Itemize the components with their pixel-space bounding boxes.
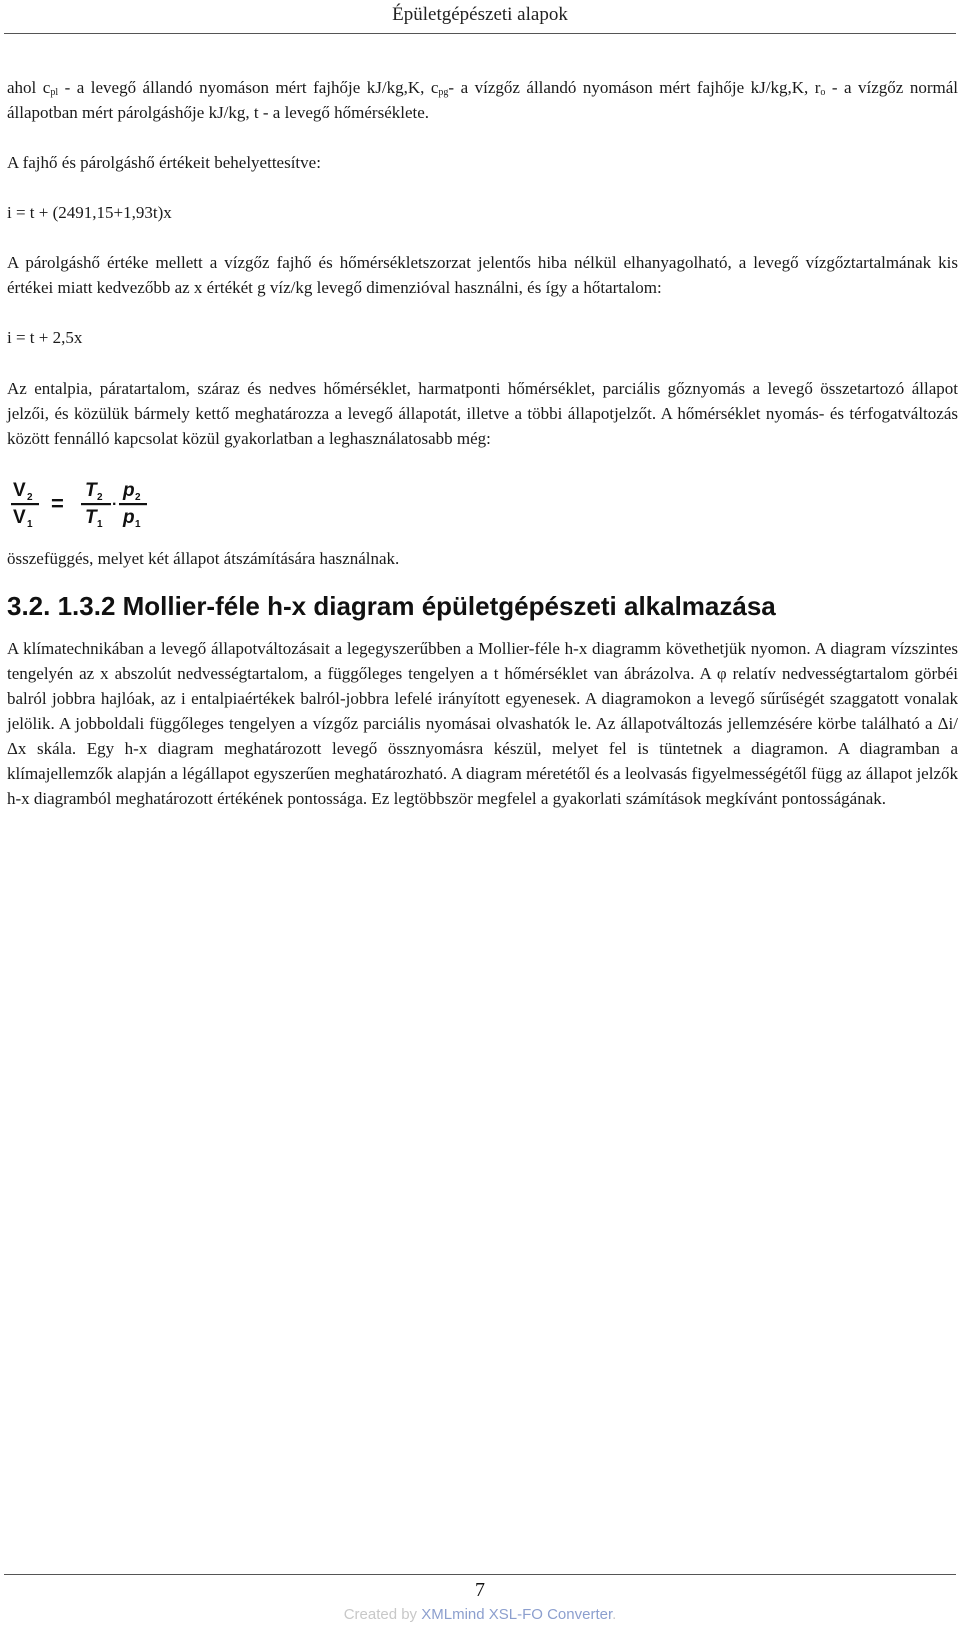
equation-fraction-bar xyxy=(81,503,111,505)
gas-law-equation-figure xyxy=(7,473,958,533)
equation-subscript: 2 xyxy=(97,492,103,503)
subscript: pl xyxy=(50,87,59,98)
section-heading: 3.2. 1.3.2 Mollier-féle h-x diagram épületgépészeti alkalmazása xyxy=(7,591,776,621)
paragraph-substitution: A fajhő és párolgáshő értékeit behelyettesítve: xyxy=(7,153,321,172)
equation-fraction-bar xyxy=(119,503,147,505)
equation-lhs-denominator: V xyxy=(13,507,26,528)
subscript: o xyxy=(820,87,826,98)
text-run: - a vízgőz normál állapotban mért párolgáshője kJ/kg, t - a levegő hőmérséklete. xyxy=(7,78,958,122)
paragraph-variable-definitions xyxy=(7,75,958,125)
equation-r2-denominator: p xyxy=(123,507,135,528)
equation-r2-numerator: p xyxy=(123,480,135,501)
equation-fraction-bar xyxy=(11,503,39,505)
paragraph-simplification: A párolgáshő értéke mellett a vízgőz fajhő és hőmérsékletszorzat jelentős hiba nélkül elhanyagolható, a levegő vízgőztartalmának kis értékei miatt kedvezőbb az x értékét g víz/kg levegő dimenzióval használni, és így a hőtartalom: xyxy=(7,253,958,297)
text-run: - a levegő állandó nyomáson mért fajhője kJ/kg,K, c xyxy=(58,78,439,97)
equation-r1-denominator: T xyxy=(85,507,97,528)
paragraph-state-variables: Az entalpia, páratartalom, száraz és nedves hőmérséklet, harmatponti hőmérséklet, parciális gőznyomás a levegő összetartozó állapot jelzői, és közülük bármely kettő meghatározza a levegő állapotát, illetve a többi állapotjelzőt. A hőmérséklet nyomás- és térfogatváltozás között fennálló kapcsolat közül gyakorlatban a leghasználatosabb még: xyxy=(7,379,958,448)
equation-subscript: 1 xyxy=(97,519,103,530)
equation-multiply-dot: · xyxy=(112,496,118,513)
text-run: ahol c xyxy=(7,78,51,97)
credit-suffix: . xyxy=(612,1606,617,1623)
equation-subscript: 2 xyxy=(27,492,33,503)
formula-enthalpy-simplified: i = t + 2,5x xyxy=(7,328,83,347)
paragraph-mollier-diagram: A klímatechnikában a levegő állapotváltozásait a legegyszerűbben a Mollier-féle h-x diagramm követhetjük nyomon. A diagram vízszintes tengelyén az x abszolút nedvességtartalom, a függőleges tengelyen a t hőmérséklet van ábrázolva. A φ relatív nedvességtartalom görbéi balról jobbra hajlóak, az i entalpiaértékek balról-jobbra lefelé irányított egyenesek. A diagramokon a levegő sűrűségét szaggatott vonalak jelölik. A jobboldali függőleges tengelyen a vízgőz parciális nyomásai olvashatók le. Az állapotváltozás jellemzésére körbe található a Δi/Δx skála. Egy h-x diagram meghatározott levegő össznyomásra készül, melyet fel is tüntetnek a diagramon. A diagramban a klímajellemzők alapján a légállapot egyszerűen meghatározható. A diagram méretétől és a leolvasás figyelmességétől függ az állapot jelzők h-x diagramból meghatározott értékének pontossága. Ez legtöbbször megfelel a gyakorlati számítások megkívánt pontosságának. xyxy=(7,639,958,808)
header-divider xyxy=(4,33,956,34)
page-content xyxy=(7,75,958,811)
equation-subscript: 1 xyxy=(27,519,33,530)
equation-r1-numerator: T xyxy=(85,480,97,501)
credit-prefix: Created by xyxy=(343,1606,422,1623)
equation-subscript: 1 xyxy=(135,519,141,530)
paragraph-equation-usage: összefüggés, melyet két állapot átszámítására használnak. xyxy=(7,549,400,568)
generator-credit xyxy=(0,1606,960,1623)
running-header: Épületgépészeti alapok xyxy=(392,4,568,25)
credit-product-link[interactable]: XMLmind XSL-FO Converter xyxy=(421,1606,613,1623)
subscript: pg xyxy=(438,87,449,98)
equation-operator: = xyxy=(51,491,64,516)
footer-divider xyxy=(4,1574,956,1575)
formula-enthalpy-full: i = t + (2491,15+1,93t)x xyxy=(7,203,172,222)
equation-lhs-numerator: V xyxy=(13,480,26,501)
equation-subscript: 2 xyxy=(135,492,141,503)
text-run: - a vízgőz állandó nyomáson mért fajhője kJ/kg,K, r xyxy=(448,78,821,97)
page-number: 7 xyxy=(475,1579,485,1601)
gas-law-equation xyxy=(7,473,167,533)
